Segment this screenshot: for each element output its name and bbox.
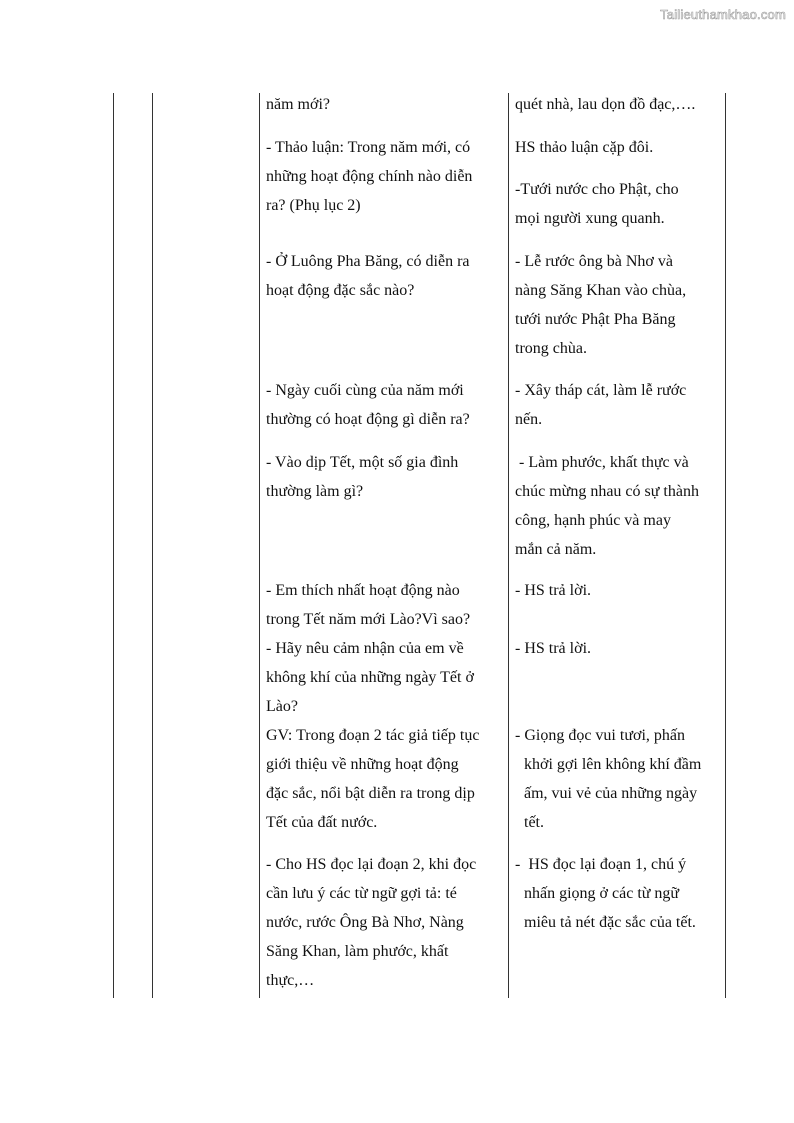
student-activity-cell: - HS đọc lại đoạn 1, chú ý nhấn giọng ở các từ ngữ miêu tả nét đặc sắc của tết. [515, 856, 696, 931]
student-activity-cell: - Làm phước, khất thực và chúc mừng nhau có sự thành công, hạnh phúc và may mắn cả năm. [515, 454, 699, 558]
teacher-activity-cell: - Ở Luông Pha Băng, có diễn ra hoạt động đặc sắc nào? [266, 253, 470, 299]
table-border-line [725, 93, 726, 998]
teacher-activity-cell: - Em thích nhất hoạt động nào trong Tết năm mới Lào?Vì sao? - Hãy nêu cảm nhận của em về không khí của những ngày Tết ở Lào? [266, 582, 474, 715]
table-border-line [259, 93, 260, 998]
student-activity-cell: - Xây tháp cát, làm lễ rước nến. [515, 382, 687, 428]
teacher-activity-cell: năm mới? [266, 96, 330, 113]
table-border-line [152, 93, 153, 998]
student-activity-cell: HS thảo luận cặp đôi. [515, 139, 654, 156]
teacher-activity-cell: - Cho HS đọc lại đoạn 2, khi đọc cần lưu ý các từ ngữ gợi tả: té nước, rước Ông Bà Nhơ, Nàng Săng Khan, làm phước, khất thực,… [266, 856, 477, 989]
student-activity-cell: - HS trả lời. [515, 640, 592, 657]
teacher-activity-cell: - Thảo luận: Trong năm mới, có những hoạt động chính nào diễn ra? (Phụ lục 2) [266, 139, 473, 214]
table-border-line [508, 93, 509, 998]
student-activity-cell: - HS trả lời. [515, 582, 592, 599]
table-border-line [113, 93, 114, 998]
watermark-text: Tailieuthamkhao.com [660, 7, 786, 22]
student-activity-cell: - Giọng đọc vui tươi, phấn khởi gợi lên không khí đầm ấm, vui vẻ của những ngày tết. [515, 727, 702, 831]
teacher-activity-cell: - Vào dịp Tết, một số gia đình thường làm gì? [266, 454, 459, 500]
student-activity-cell: quét nhà, lau dọn đồ đạc,…. [515, 96, 696, 113]
student-activity-cell: - Lễ rước ông bà Nhơ và nàng Săng Khan vào chùa, tưới nước Phật Pha Băng trong chùa. [515, 253, 687, 357]
student-activity-cell: -Tưới nước cho Phật, cho mọi người xung quanh. [515, 181, 679, 227]
teacher-activity-cell: GV: Trong đoạn 2 tác giả tiếp tục giới thiệu về những hoạt động đặc sắc, nổi bật diễn ra trong dịp Tết của đất nước. [266, 727, 480, 831]
teacher-activity-cell: - Ngày cuối cùng của năm mới thường có hoạt động gì diễn ra? [266, 382, 470, 428]
